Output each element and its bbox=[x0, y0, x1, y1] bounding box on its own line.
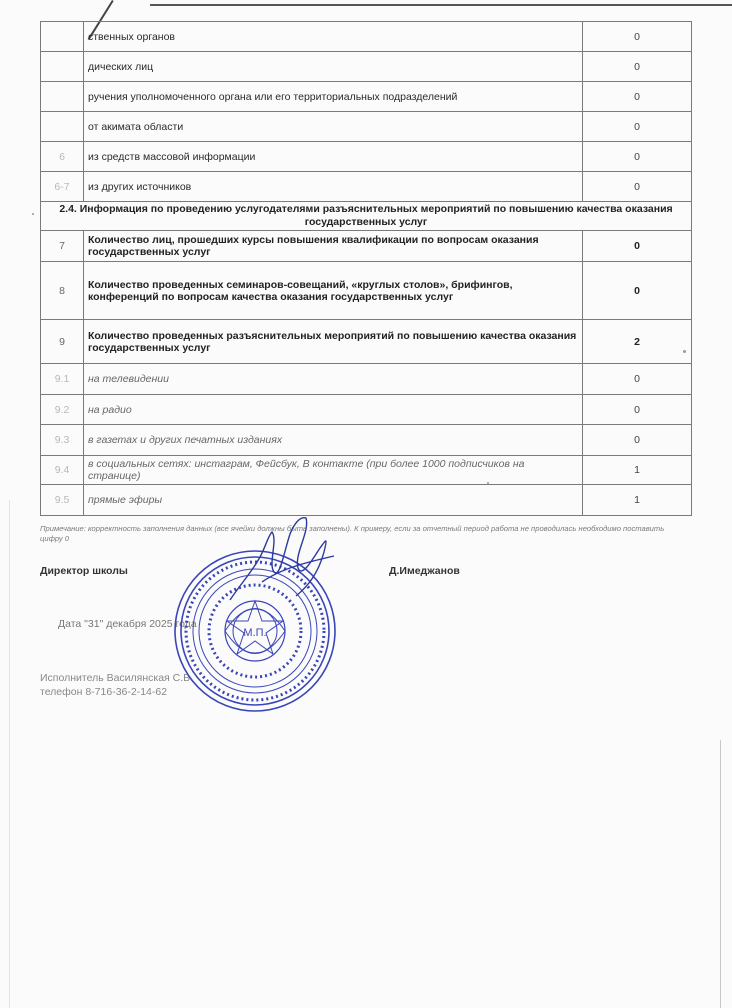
row-label: прямые эфиры bbox=[84, 485, 583, 516]
table-row bbox=[41, 395, 692, 425]
row-label: в социальных сетях: инстаграм, Фейсбук, В контакте (при более 1000 подписчиков на странице) bbox=[84, 456, 583, 485]
row-value: 0 bbox=[583, 142, 692, 172]
stamp-center-text: М.П. bbox=[243, 627, 267, 639]
row-number bbox=[41, 52, 84, 82]
row-number: 9.5 bbox=[41, 485, 84, 516]
table-section bbox=[41, 202, 692, 231]
row-value: 0 bbox=[583, 262, 692, 320]
table-row bbox=[41, 22, 692, 52]
document-date: Дата "31" декабря 2025 года bbox=[58, 618, 197, 630]
table-row bbox=[41, 262, 692, 320]
row-number: 9.1 bbox=[41, 364, 84, 395]
row-value: 1 bbox=[583, 485, 692, 516]
table-row bbox=[41, 82, 692, 112]
handwritten-signature bbox=[222, 512, 342, 607]
report-table bbox=[40, 21, 692, 516]
row-number bbox=[41, 82, 84, 112]
row-label: из других источников bbox=[84, 172, 583, 202]
row-label: Количество лиц, прошедших курсы повышения квалификации по вопросам оказания государственных услуг bbox=[84, 231, 583, 262]
row-label: Количество проведенных разъяснительных мероприятий по повышению качества оказания государственных услуг bbox=[84, 320, 583, 364]
row-value: 0 bbox=[583, 395, 692, 425]
row-value: 1 bbox=[583, 456, 692, 485]
scan-speck bbox=[683, 350, 686, 353]
row-value: 0 bbox=[583, 82, 692, 112]
table-row bbox=[41, 231, 692, 262]
section-title: 2.4. Информация по проведению услугодателями разъяснительных мероприятий по повышению качества оказания государственных услуг bbox=[41, 202, 692, 231]
director-label: Директор школы bbox=[40, 565, 128, 577]
row-value: 0 bbox=[583, 52, 692, 82]
table-row bbox=[41, 172, 692, 202]
scan-right-edge bbox=[720, 740, 721, 1008]
row-label: ственных органов bbox=[84, 22, 583, 52]
table-row bbox=[41, 456, 692, 485]
row-label: в газетах и других печатных изданиях bbox=[84, 425, 583, 456]
table-upper-rows bbox=[41, 22, 692, 202]
scan-left-edge bbox=[9, 500, 10, 1008]
row-number: 9.4 bbox=[41, 456, 84, 485]
director-name: Д.Имеджанов bbox=[389, 565, 460, 577]
row-value: 0 bbox=[583, 364, 692, 395]
row-value: 0 bbox=[583, 231, 692, 262]
row-value: 0 bbox=[583, 172, 692, 202]
row-number bbox=[41, 22, 84, 52]
scan-speck bbox=[32, 213, 34, 215]
table-lower-rows bbox=[41, 231, 692, 516]
row-value: 0 bbox=[583, 425, 692, 456]
row-label: на телевидении bbox=[84, 364, 583, 395]
row-number: 9.3 bbox=[41, 425, 84, 456]
table-row bbox=[41, 485, 692, 516]
executor-phone: телефон 8-716-36-2-14-62 bbox=[40, 686, 168, 698]
scan-speck bbox=[487, 482, 489, 484]
executor-name: Исполнитель Василянская С.В. bbox=[40, 672, 194, 684]
row-label: от акимата области bbox=[84, 112, 583, 142]
table-row bbox=[41, 364, 692, 395]
table-row bbox=[41, 112, 692, 142]
row-label: ручения уполномоченного органа или его территориальных подразделений bbox=[84, 82, 583, 112]
scan-top-edge bbox=[150, 4, 732, 6]
row-label: из средств массовой информации bbox=[84, 142, 583, 172]
row-number: 8 bbox=[41, 262, 84, 320]
row-number: 6 bbox=[41, 142, 84, 172]
table-row bbox=[41, 52, 692, 82]
table-row bbox=[41, 425, 692, 456]
row-value: 2 bbox=[583, 320, 692, 364]
row-value: 0 bbox=[583, 112, 692, 142]
row-label: Количество проведенных семинаров-совещаний, «круглых столов», брифингов, конференций по вопросам качества оказания государственных услуг bbox=[84, 262, 583, 320]
table-row bbox=[41, 320, 692, 364]
row-label: дических лиц bbox=[84, 52, 583, 82]
row-value: 0 bbox=[583, 22, 692, 52]
row-number: 9.2 bbox=[41, 395, 84, 425]
row-label: на радио bbox=[84, 395, 583, 425]
row-number bbox=[41, 112, 84, 142]
table-row bbox=[41, 142, 692, 172]
row-number: 6-7 bbox=[41, 172, 84, 202]
row-number: 9 bbox=[41, 320, 84, 364]
footnote: Примечание: корректность заполнения данных (все ячейки должны быть заполнены). К примеру, если за отчетный период работа не проводилась необходимо поставить цифру 0 bbox=[40, 524, 665, 543]
row-number: 7 bbox=[41, 231, 84, 262]
